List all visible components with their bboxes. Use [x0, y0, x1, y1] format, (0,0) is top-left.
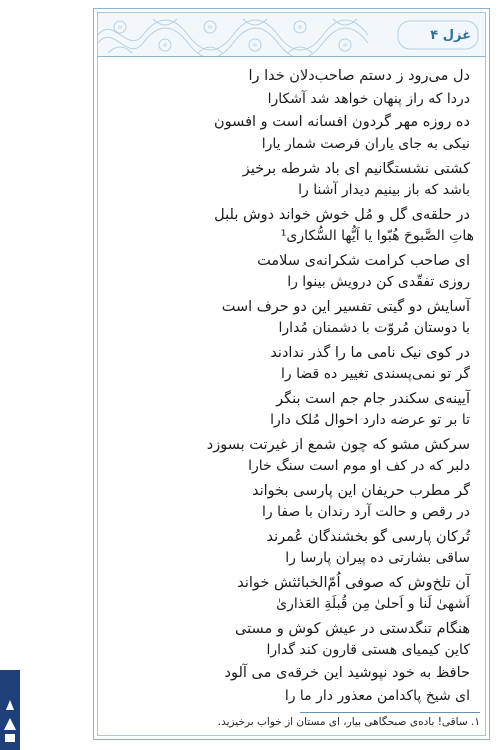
- footnote: ۱. ساقی! باده‌ی صبحگاهی بیار، ای مستان از خواب برخیزید.: [217, 716, 480, 728]
- poem-line: آن تلخ‌وش که صوفی اُمّ‌الخبائثش خواند: [237, 575, 470, 591]
- poem-line: دل می‌رود ز دستم صاحب‌دلان خدا را: [248, 68, 470, 84]
- footnote-divider: [300, 712, 480, 713]
- poem-line: با دوستان مُروّت با دشمنان مُدارا: [278, 320, 470, 336]
- ghazal-number-title: غزل ۴: [430, 28, 471, 43]
- poem-line: آیینه‌ی سکندر جام جم است بنگر: [276, 391, 470, 407]
- poem-line: دلبر که در کف او موم است سنگ خارا: [248, 458, 470, 474]
- poem-line: ای صاحب کرامت شکرانه‌ی سلامت: [257, 253, 470, 269]
- poem-line: ساقی بشارتی ده پیران پارسا را: [285, 550, 470, 566]
- poem-line: تا بر تو عرضه دارد احوال مُلک دارا: [270, 412, 470, 428]
- poem-line: در کوی نیک نامی ما را گذر ندادند: [270, 345, 470, 361]
- poem-line: گر مطرب حریفان این پارسی بخواند: [251, 483, 470, 499]
- poem-line: آسایش دو گیتی تفسیر این دو حرف است: [221, 299, 470, 315]
- poem-line: سرکش مشو که چون شمع از غیرتت بسوزد: [206, 437, 470, 453]
- poem-line: ده روزه مهر گردون افسانه است و افسون: [214, 114, 470, 130]
- poem-line: حافظ به خود نپوشید این خرقه‌ی می آلود: [224, 665, 470, 681]
- poem-line: در رقص و حالت آرد رندان با صفا را: [261, 504, 470, 520]
- poem-line: در حلقه‌ی گل و مُل خوش خواند دوش بلبل: [214, 207, 470, 223]
- poem-line: اَشهیٰ لَنا و اَحلیٰ مِن قُبلَةِ العَذاریٰ: [276, 596, 470, 612]
- poem-line: باشد که باز بینیم دیدار آشنا را: [298, 182, 470, 198]
- poem-line: گر تو نمی‌پسندی تغییر ده قضا را: [281, 366, 470, 382]
- poem-line: کشتی نشستگانیم ای باد شرطه برخیز: [242, 161, 470, 177]
- poem-line: تُرکان پارسی گو بخشندگان عُمرند: [266, 529, 470, 545]
- poem-line: هاتِ الصَّبوحَ هُبّوا یا اَیُّها السُّکاری¹: [280, 228, 474, 244]
- poem-line: نیکی به جای یاران فرصت شمار یارا: [261, 136, 470, 152]
- poem-line: هنگام تنگدستی در عیش کوش و مستی: [235, 621, 470, 637]
- poem-line: دردا که راز پنهان خواهد شد آشکارا: [267, 91, 470, 107]
- poem-line: ای شیخ پاکدامن معذور دار ما را: [284, 688, 470, 704]
- poem-line: کاین کیمیای هستی قارون کند گدارا: [266, 642, 470, 658]
- poem-line: روزی تفقّدی کن درویش بینوا را: [287, 274, 470, 290]
- publisher-logo-icon: [0, 670, 20, 750]
